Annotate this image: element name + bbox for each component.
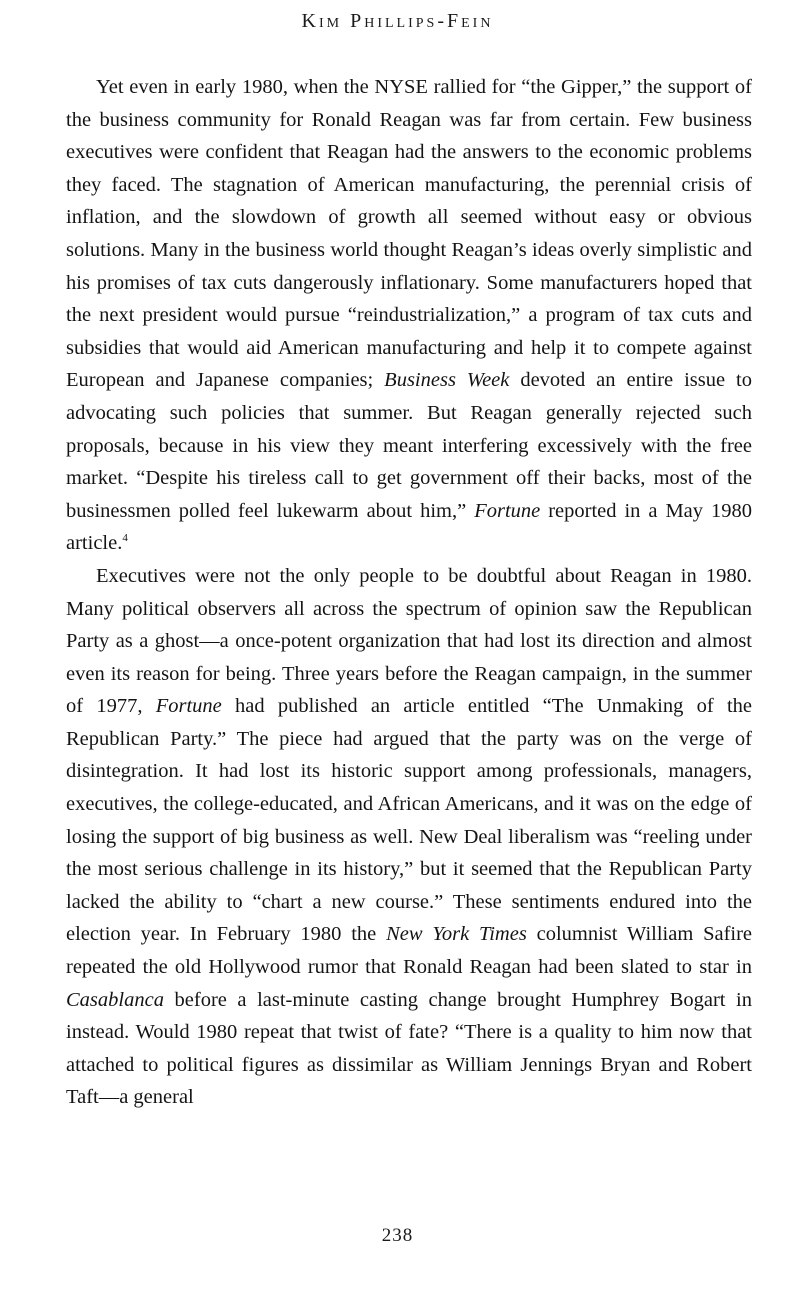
text-run: reported in a May 1980 article. <box>66 499 752 555</box>
page-number: 238 <box>381 1225 414 1246</box>
text-run: columnist William Safire repeated the old Hollywood rumor that Ronald Reagan had been slated to star in <box>66 923 753 979</box>
running-head: Kim Phillips-Fein <box>301 10 494 32</box>
italic-title: Fortune <box>474 499 541 522</box>
text-run: had published an article entitled “The Unmaking of the Republican Party.” The piece had argued that the party was on the verge of disintegration. It had lost its historic support among professionals, managers, executives, the college-educated, and African Americans, and it was on the edge of losing the support of big business as well. New Deal liberalism was “reeling under the most serious challenge in its history,” but it seemed that the Republican Party lacked the ability to “chart a new course.” These sentiments endured into the election year. In February 1980 the <box>66 695 752 946</box>
italic-title: Business Week <box>384 369 510 392</box>
text-run: devoted an entire issue to advocating such policies that summer. But Reagan generally rejected such proposals, because in his view they meant interfering excessively with the free market. “Despite his tireless call to get government off their backs, most of the businessmen polled feel lukewarm about him,” <box>66 369 752 522</box>
paragraph-2 <box>66 560 752 1114</box>
text-run: before a last-minute casting change brought Humphrey Bogart in instead. Would 1980 repeat that twist of fate? “There is a quality to him now that attached to political figures as dissimilar as William Jennings Bryan and Robert Taft—a general <box>66 988 752 1109</box>
paragraph-1 <box>66 71 752 560</box>
italic-title: Casablanca <box>66 988 164 1011</box>
italic-title: Fortune <box>155 695 222 718</box>
text-run: Executives were not the only people to be doubtful about Reagan in 1980. Many political observers all across the spectrum of opinion saw the Republican Party as a ghost—a once-potent organization that had lost its direction and almost even its reason for being. Three years before the Reagan campaign, in the summer of 1977, <box>66 564 752 718</box>
italic-title: New York Times <box>386 923 527 946</box>
footnote-marker: 4 <box>122 532 128 545</box>
body-text <box>66 71 752 1114</box>
text-run: Yet even in early 1980, when the NYSE rallied for “the Gipper,” the support of the business community for Ronald Reagan was far from certain. Few business executives were confident that Reagan had the answers to the economic problems they faced. The stagnation of American manufacturing, the perennial crisis of inflation, and the slowdown of growth all seemed without easy or obvious solutions. Many in the business world thought Reagan’s ideas overly simplistic and his promises of tax cuts dangerously inflationary. Some manufacturers hoped that the next president would pursue “reindustrialization,” a program of tax cuts and subsidies that would aid American manufacturing and help it to compete against European and Japanese companies; <box>66 76 752 392</box>
